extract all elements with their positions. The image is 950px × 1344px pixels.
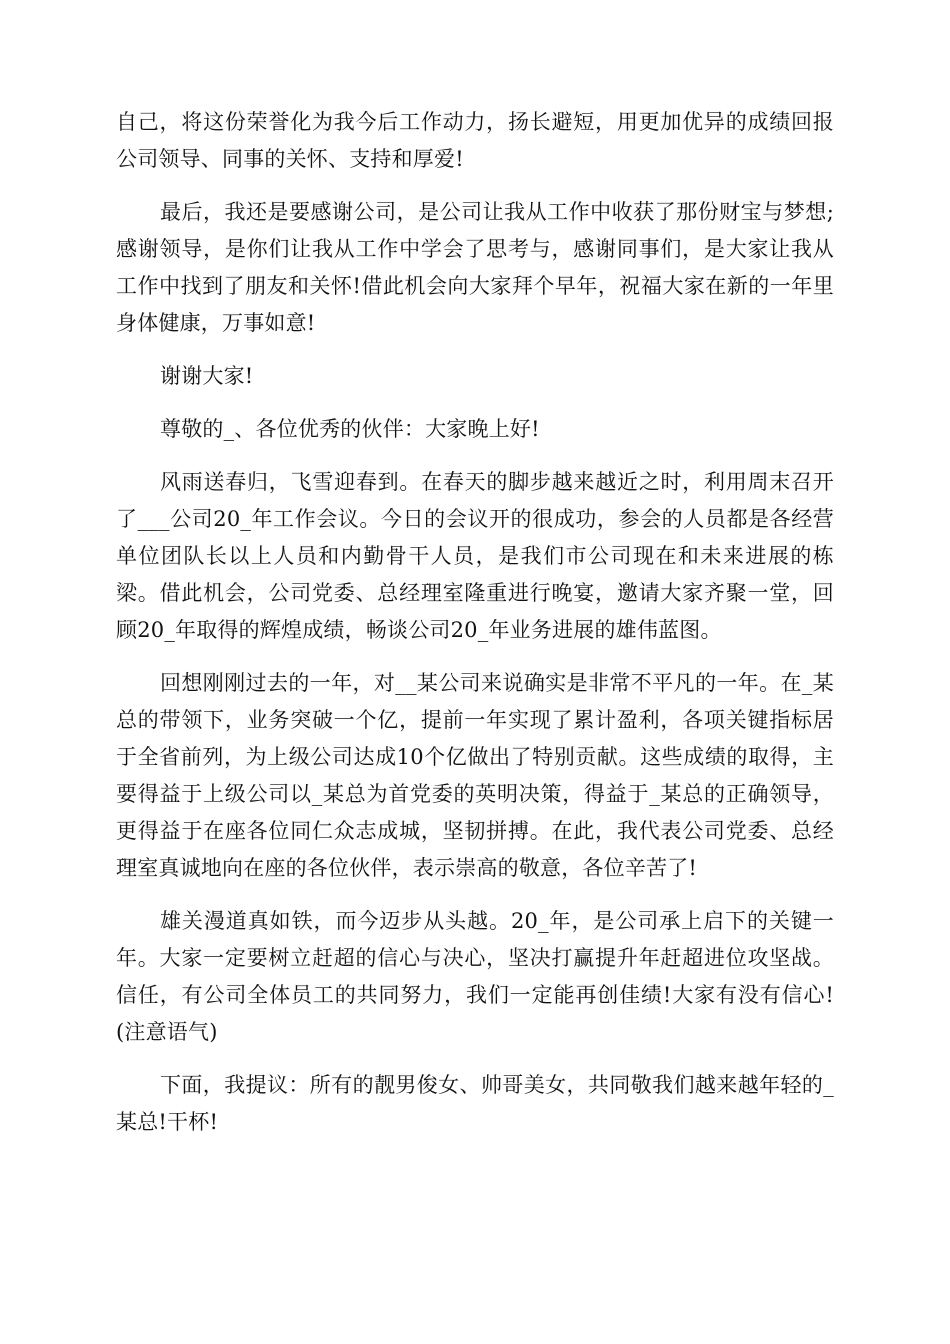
paragraph-3: 谢谢大家! <box>160 364 254 388</box>
paragraph-2: 最后，我还是要感谢公司，是公司让我从工作中收获了那份财宝与梦想;感谢领导，是你们让我从工作中学会了思考与，感谢同事们，是大家让我从工作中找到了朋友和关怀!借此机会向大家拜个早年，祝福大家在新的一年里身体健康，万事如意! <box>116 200 834 335</box>
paragraph-6: 回想刚刚过去的一年，对__某公司来说确实是非常不平凡的一年。在_某总的带领下，业务突破一个亿，提前一年实现了累计盈利，各项关键指标居于全省前列，为上级公司达成10个亿做出了特别贡献。这些成绩的取得，主要得益于上级公司以_某总为首党委的英明决策，得益于_某总的正确领导，更得益于在座各位同仁众志成城，坚韧拼搏。在此，我代表公司党委、总经理室真诚地向在座的各位伙伴，表示崇高的敬意，各位辛苦了! <box>116 671 834 880</box>
paragraph-8: 下面，我提议：所有的靓男俊女、帅哥美女，共同敬我们越来越年轻的_某总!干杯! <box>116 1073 834 1134</box>
paragraph-4: 尊敬的_、各位优秀的伙伴：大家晚上好! <box>160 417 540 441</box>
paragraph-7: 雄关漫道真如铁，而今迈步从头越。20_年，是公司承上启下的关键一年。大家一定要树立赶超的信心与决心，坚决打赢提升年赶超进位攻坚战。信任，有公司全体员工的共同努力，我们一定能再创佳绩!大家有没有信心!(注意语气) <box>116 909 834 1044</box>
document-body <box>116 104 834 1157</box>
paragraph-1: 自己，将这份荣誉化为我今后工作动力，扬长避短，用更加优异的成绩回报公司领导、同事的关怀、支持和厚爱! <box>116 110 834 171</box>
paragraph-5: 风雨送春归，飞雪迎春到。在春天的脚步越来越近之时，利用周末召开了___公司20_年工作会议。今日的会议开的很成功，参会的人员都是各经营单位团队长以上人员和内勤骨干人员，是我们市公司现在和未来进展的栋梁。借此机会，公司党委、总经理室隆重进行晚宴，邀请大家齐聚一堂，回顾20_年取得的辉煌成绩，畅谈公司20_年业务进展的雄伟蓝图。 <box>116 470 834 642</box>
